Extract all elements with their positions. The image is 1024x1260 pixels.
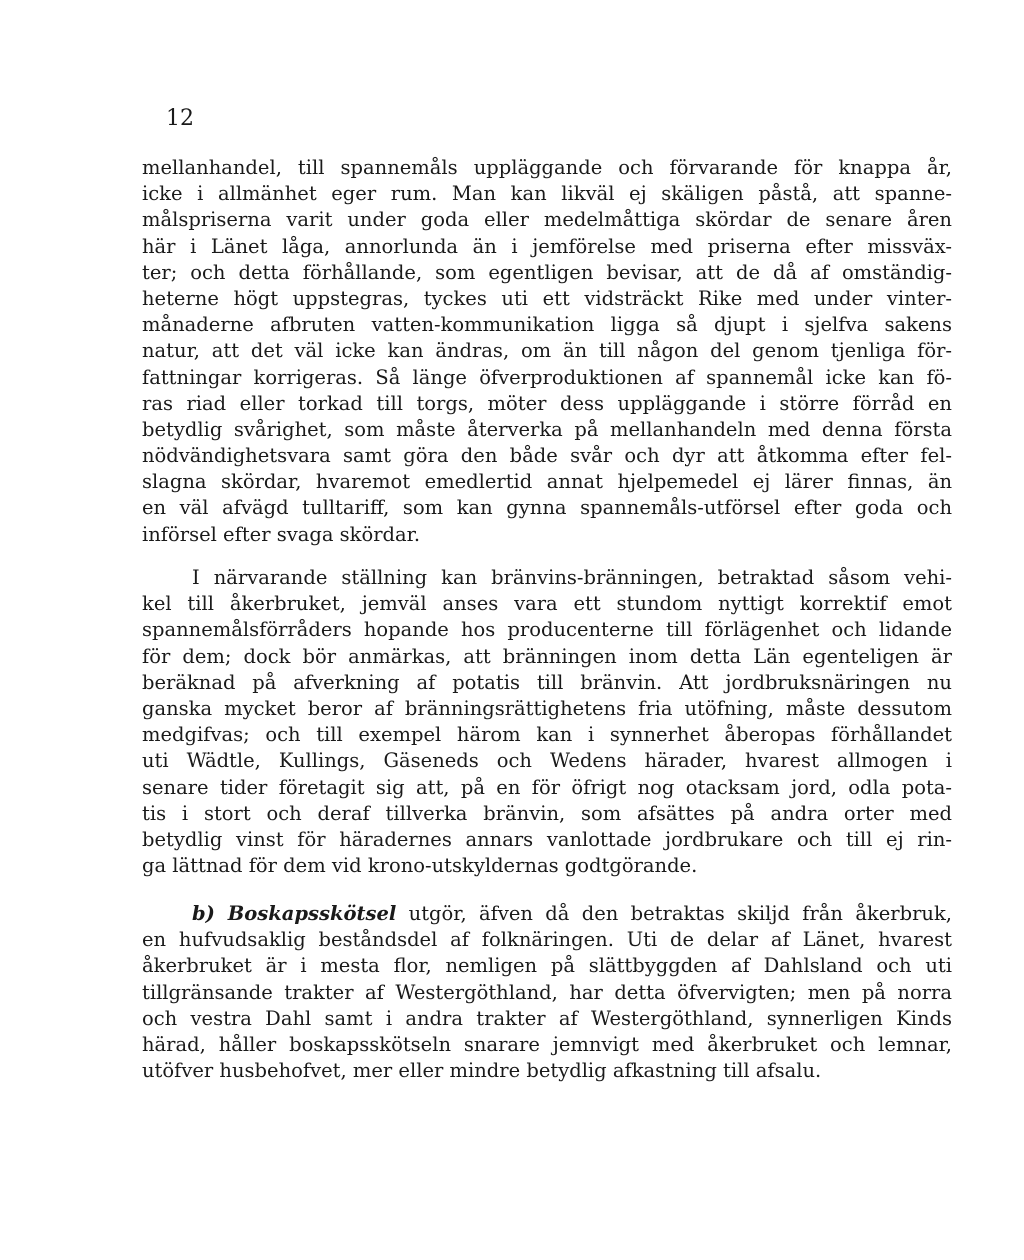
- text-line: ter; och detta förhållande, som egentligen bevisar, att de då af omständig-: [142, 260, 952, 284]
- text-line: slagna skördar, hvaremot emedlertid annat hjelpemedel ej lärer finnas, än: [142, 470, 952, 494]
- text-line: för dem; dock bör anmärkas, att bränningen inom detta Län egenteligen är: [142, 644, 952, 668]
- text-line: icke i allmänhet eger rum. Man kan likväl ej skäligen påstå, att spanne-: [142, 182, 952, 206]
- text-line: en hufvudsaklig beståndsdel af folknäringen. Uti de delar af Länet, hvarest: [142, 928, 952, 952]
- text-line: [142, 901, 952, 927]
- text-line: tillgränsande trakter af Westergöthland, har detta öfvervigten; men på norra: [142, 980, 952, 1004]
- text-line: målspriserna varit under goda eller medelmåttiga skördar de senare åren: [142, 208, 952, 232]
- text-line-rest: utgör, äfven då den betraktas skiljd från åkerbruk,: [408, 902, 952, 925]
- text-line: uti Wädtle, Kullings, Gäseneds och Wedens härader, hvarest allmogen i: [142, 749, 952, 773]
- text-line: härad, håller boskapsskötseln snarare jemnvigt med åkerbruket och lemnar,: [142, 1032, 952, 1056]
- text-line: heterne högt uppstegras, tyckes uti ett vidsträckt Rike med under vinter-: [142, 286, 952, 310]
- text-line: I närvarande ställning kan bränvins-bränningen, betraktad såsom vehi-: [192, 566, 952, 589]
- text-line: ganska mycket beror af bränningsrättighetens fria utöfning, måste dessutom: [142, 696, 952, 720]
- text-line: mellanhandel, till spannemåls uppläggande och förvarande för knappa år,: [142, 156, 952, 179]
- text-line: kel till åkerbruket, jemväl anses vara ett stundom nyttigt korrektif emot: [142, 592, 952, 616]
- text-line: månaderne afbruten vatten-kommunikation ligga så djupt i sjelfva sakens: [142, 313, 952, 337]
- text-line: tis i stort och deraf tillverka bränvin, som afsättes på andra orter med: [142, 801, 952, 825]
- text-line: spannemålsförråders hopande hos producenterne till förlägenhet och lidande: [142, 618, 952, 642]
- text-line: medgifvas; och till exempel härom kan i synnerhet åberopas förhållandet: [142, 723, 952, 747]
- text-line: en väl afvägd tulltariff, som kan gynna spannemåls-utförsel efter goda och: [142, 496, 952, 520]
- text-line: fattningar korrigeras. Så länge öfverproduktionen af spannemål icke kan fö-: [142, 365, 952, 389]
- text-line: ga lättnad för dem vid krono-utskyldernas godtgörande.: [142, 854, 698, 878]
- text-line: betydlig vinst för häradernes annars vanlottade jordbrukare och till ej rin-: [142, 827, 952, 851]
- text-line: senare tider företagit sig att, på en för öfrigt nog otacksam jord, odla pota-: [142, 775, 952, 799]
- text-line: åkerbruket är i mesta flor, nemligen på slättbyggden af Dahlsland och uti: [142, 954, 952, 978]
- text-line: beräknad på afverkning af potatis till bränvin. Att jordbruksnäringen nu: [142, 670, 952, 694]
- text-line: och vestra Dahl samt i andra trakter af Westergöthland, synnerligen Kinds: [142, 1006, 952, 1030]
- text-line: ras riad eller torkad till torgs, möter dess uppläggande i större förråd en: [142, 391, 952, 415]
- text-line: här i Länet låga, annorlunda än i jemförelse med priserna efter missväx-: [142, 234, 952, 258]
- section-lead: b) Boskapsskötsel: [192, 902, 397, 925]
- paragraph-livestock: [142, 901, 952, 1084]
- text-line: natur, att det väl icke kan ändras, om än till någon del genom tjenliga för-: [142, 339, 952, 363]
- text-line: utöfver husbehofvet, mer eller mindre betydlig afkastning till afsalu.: [142, 1059, 822, 1083]
- text-line: betydlig svårighet, som måste återverka på mellanhandeln med denna första: [142, 417, 952, 441]
- paragraph-grain-trade: [142, 155, 952, 548]
- text-line: införsel efter svaga skördar.: [142, 522, 421, 546]
- paragraph-distilling: [142, 565, 952, 879]
- page-number: 12: [166, 106, 194, 131]
- text-line: nödvändighetsvara samt göra den både svår och dyr att åtkomma efter fel-: [142, 444, 952, 468]
